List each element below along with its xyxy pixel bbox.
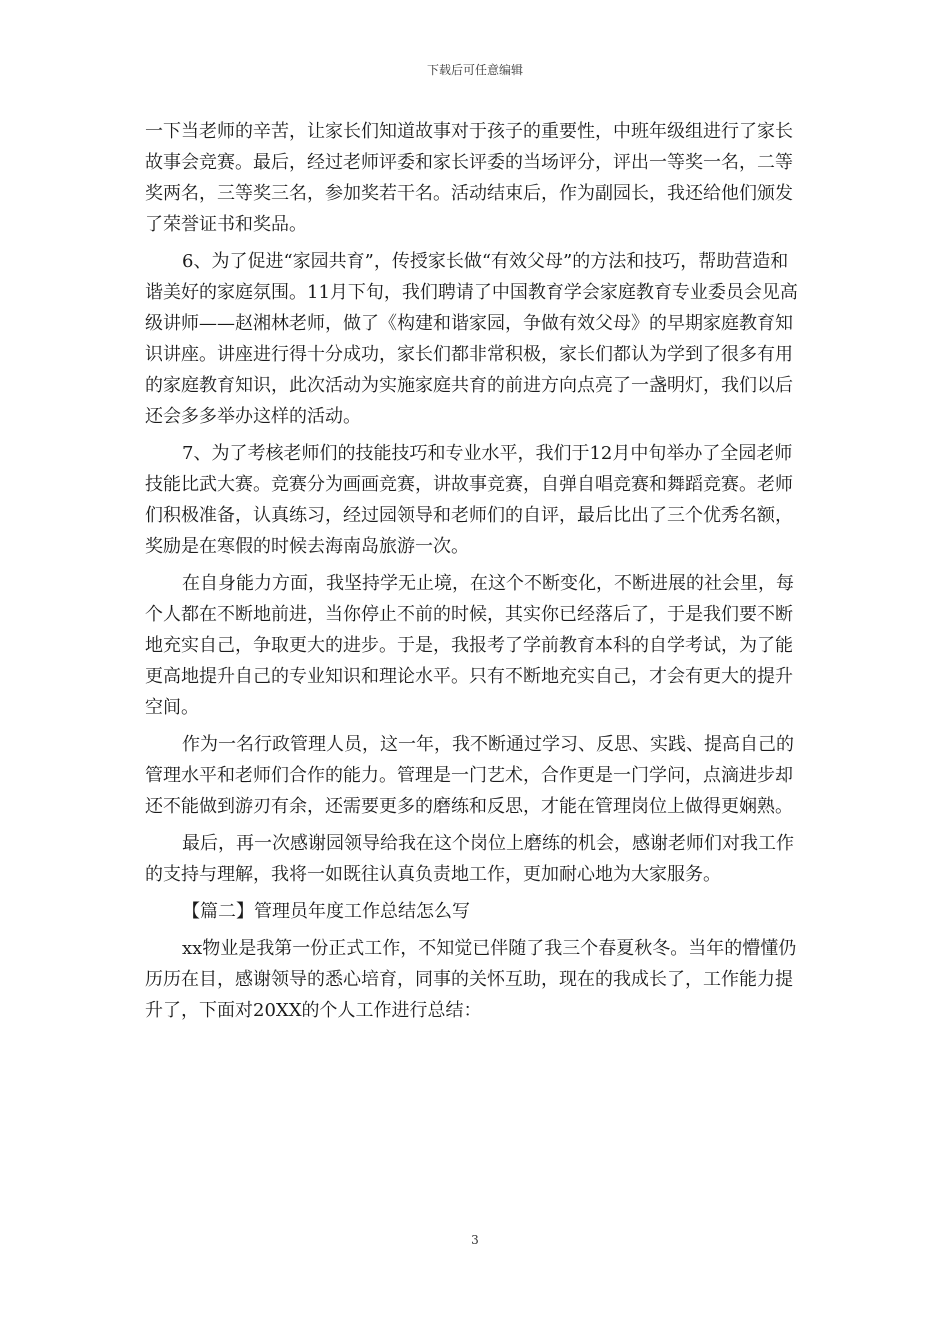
paragraph-self-ability: 在自身能力方面，我坚持学无止境，在这个不断变化，不断进展的社会里，每个人都在不断地前进，当你停止不前的时候，其实你已经落后了，于是我们要不断地充实自己，争取更大的进步。于是，我报考了学前教育本科的自学考试，为了能更高地提升自己的专业知识和理论水平。只有不断地充实自己，才会有更大的提升空间。 <box>145 573 794 718</box>
paragraph-closing: 最后，再一次感谢园领导给我在这个岗位上磨练的机会，感谢老师们对我工作的支持与理解，我将一如既往认真负责地工作，更加耐心地为大家服务。 <box>145 833 794 885</box>
page-number: 3 <box>471 1233 479 1247</box>
paragraph-continued: 一下当老师的辛苦，让家长们知道故事对于孩子的重要性，中班年级组进行了家长故事会竞赛。最后，经过老师评委和家长评委的当场评分，评出一等奖一名，二等奖两名，三等奖三名，参加奖若干名。活动结束后，作为副园长，我还给他们颁发了荣誉证书和奖品。 <box>145 121 793 235</box>
section-heading: 【篇二】管理员年度工作总结怎么写 <box>182 901 470 922</box>
paragraph-intro: xx物业是我第一份正式工作，不知觉已伴随了我三个春夏秋冬。当年的懵懂仍历历在目，感谢领导的悉心培育，同事的关怀互助，现在的我成长了，工作能力提升了，下面对20XX的个人工作进行总结： <box>145 938 797 1021</box>
document-body <box>145 116 805 1032</box>
page-header: 下载后可任意编辑 <box>426 63 523 77</box>
paragraph-item-7: 7、为了考核老师们的技能技巧和专业水平，我们于12月中旬举办了全园老师技能比武大赛。竞赛分为画画竞赛，讲故事竞赛，自弹自唱竞赛和舞蹈竞赛。老师们积极准备，认真练习，经过园领导和老师们的自评，最后比出了三个优秀名额，奖励是在寒假的时候去海南岛旅游一次。 <box>145 443 793 557</box>
paragraph-management: 作为一名行政管理人员，这一年，我不断通过学习、反思、实践、提高自己的管理水平和老师们合作的能力。管理是一门艺术，合作更是一门学问，点滴进步却还不能做到游刃有余，还需要更多的磨练和反思，才能在管理岗位上做得更娴熟。 <box>145 734 794 817</box>
paragraph-item-6: 6、为了促进“家园共育”，传授家长做“有效父母”的方法和技巧，帮助营造和谐美好的家庭氛围。11月下旬，我们聘请了中国教育学会家庭教育专业委员会见高级讲师——赵湘林老师，做了《构建和谐家园，争做有效父母》的早期家庭教育知识讲座。讲座进行得十分成功，家长们都非常积极，家长们都认为学到了很多有用的家庭教育知识，此次活动为实施家庭共育的前进方向点亮了一盏明灯，我们以后还会多多举办这样的活动。 <box>145 251 798 427</box>
